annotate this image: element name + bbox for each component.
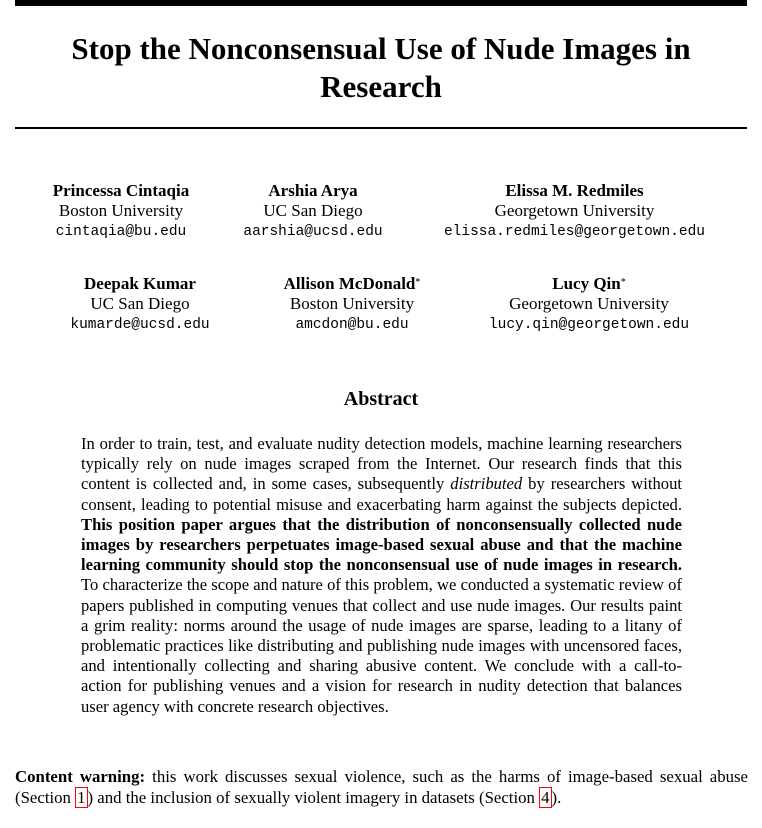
author-affiliation: UC San Diego bbox=[90, 294, 190, 313]
content-warning-text: ) and the inclusion of sexually violent imagery in datasets (Section bbox=[87, 787, 540, 807]
abstract-emphasis: distributed bbox=[450, 474, 523, 494]
content-warning-text: ). bbox=[551, 787, 562, 807]
author-email[interactable]: aarshia@ucsd.edu bbox=[243, 224, 383, 240]
author-affiliation: Boston University bbox=[58, 201, 184, 220]
abstract-text: by researchers without consent, leading to potential misuse and exacerbating harm against the subjects depicted. bbox=[81, 474, 682, 514]
author-name: Allison McDonald* bbox=[283, 274, 421, 293]
author-email[interactable]: cintaqia@bu.edu bbox=[55, 224, 187, 240]
abstract-text: In order to train, test, and evaluate nudity detection models, machine learning researchers typically rely on nude images scraped from the Internet. Our research finds that this content is collected and, in some cases, subsequently bbox=[81, 434, 682, 494]
author-affiliation: UC San Diego bbox=[263, 201, 363, 220]
content-warning bbox=[15, 767, 748, 808]
author-email[interactable]: kumarde@ucsd.edu bbox=[70, 317, 210, 333]
abstract-heading: Abstract bbox=[343, 388, 419, 410]
author-block bbox=[46, 181, 196, 243]
abstract-body bbox=[81, 434, 682, 717]
content-warning-text: this work discusses sexual violence, such as the harms of image-based sexual abuse (Section bbox=[15, 767, 748, 807]
author-block bbox=[474, 274, 704, 336]
author-affiliation: Georgetown University bbox=[494, 201, 655, 220]
abstract-thesis: This position paper argues that the distribution of nonconsensually collected nude images by researchers perpetuates image-based sexual abuse and that the machine learning community should stop the nonconsensual use of nude images in research. bbox=[81, 514, 682, 575]
author-name: Princessa Cintaqia bbox=[52, 181, 190, 200]
title-rule bbox=[15, 127, 747, 129]
author-name: Lucy Qin* bbox=[552, 274, 626, 293]
author-block bbox=[60, 274, 220, 336]
author-email[interactable]: elissa.redmiles@georgetown.edu bbox=[443, 224, 706, 240]
section-link[interactable]: 1 bbox=[77, 787, 86, 807]
author-name: Arshia Arya bbox=[268, 181, 358, 200]
author-block bbox=[233, 181, 393, 243]
paper-title: Stop the Nonconsensual Use of Nude Images in Research bbox=[71, 31, 691, 104]
author-affiliation: Boston University bbox=[289, 294, 415, 313]
section-link[interactable]: 4 bbox=[541, 787, 550, 807]
author-block bbox=[428, 181, 721, 243]
content-warning-label: Content warning: bbox=[15, 767, 146, 786]
abstract-text: To characterize the scope and nature of this problem, we conducted a systematic review of papers published in computing venues that collect and use nude images. Our results paint a grim reality: norms around the usage of nude images are sparse, leading to a litany of problematic practices like distributing and publishing nude images with uncensored faces, and intentionally collecting and sharing abusive content. We conclude with a call-to-action for publishing venues and a vision for research in nudity detection that balances user agency with concrete research objectives. bbox=[81, 575, 682, 716]
author-name: Elissa M. Redmiles bbox=[505, 181, 644, 200]
author-email[interactable]: amcdon@bu.edu bbox=[295, 317, 409, 333]
top-rule bbox=[15, 0, 747, 6]
author-email[interactable]: lucy.qin@georgetown.edu bbox=[488, 317, 690, 333]
author-block bbox=[272, 274, 432, 336]
author-affiliation: Georgetown University bbox=[509, 294, 669, 313]
author-name: Deepak Kumar bbox=[84, 274, 196, 293]
